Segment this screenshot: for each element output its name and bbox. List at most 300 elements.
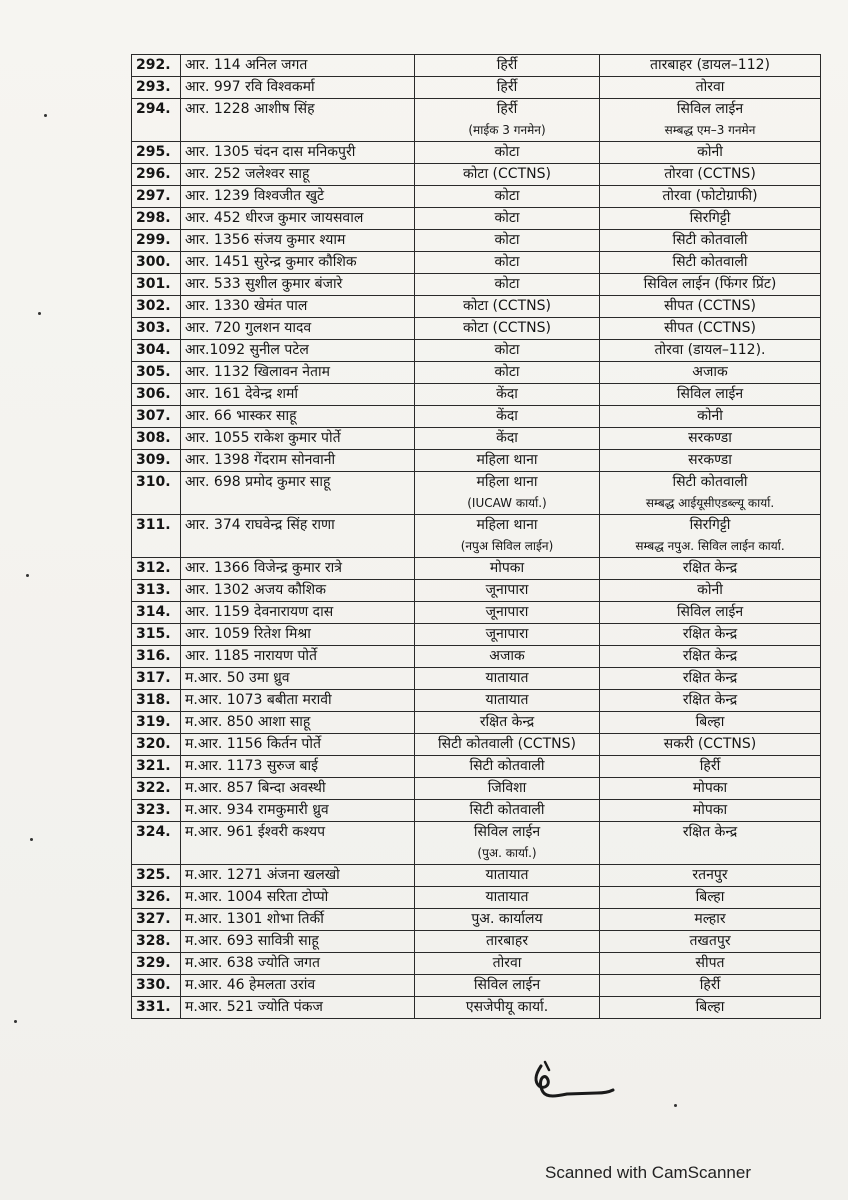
employee-name-cell-text: म.आर. 1073 बबीता मरावी bbox=[185, 692, 332, 708]
serial-number-cell bbox=[132, 931, 181, 953]
from-station-cell bbox=[415, 909, 600, 931]
serial-number-cell bbox=[132, 164, 181, 186]
serial-number-cell-text: 331. bbox=[136, 999, 171, 1015]
from-station-cell bbox=[415, 756, 600, 778]
serial-number-cell-text: 326. bbox=[136, 889, 171, 905]
serial-number-cell bbox=[132, 318, 181, 340]
to-station-cell bbox=[600, 99, 821, 142]
from-station-cell-subtext: (IUCAW कार्या.) bbox=[467, 496, 547, 510]
employee-name-cell bbox=[181, 384, 415, 406]
to-station-cell-text: सीपत bbox=[695, 955, 725, 971]
serial-number-cell-text: 308. bbox=[136, 430, 171, 446]
from-station-cell bbox=[415, 362, 600, 384]
table-row bbox=[132, 624, 821, 646]
to-station-cell bbox=[600, 734, 821, 756]
employee-name-cell-text: आर. 1451 सुरेन्द्र कुमार कौशिक bbox=[185, 254, 357, 270]
serial-number-cell bbox=[132, 186, 181, 208]
from-station-cell-text: अजाक bbox=[489, 648, 525, 664]
table-row bbox=[132, 734, 821, 756]
from-station-cell bbox=[415, 142, 600, 164]
table-row bbox=[132, 296, 821, 318]
employee-name-cell-text: आर. 1185 नारायण पोर्ते bbox=[185, 648, 318, 664]
from-station-cell-text: कोटा bbox=[494, 342, 520, 358]
serial-number-cell-text: 328. bbox=[136, 933, 171, 949]
from-station-cell-text: कोटा bbox=[494, 144, 520, 160]
employee-name-cell bbox=[181, 800, 415, 822]
employee-name-cell-text: आर. 66 भास्कर साहू bbox=[185, 408, 297, 424]
from-station-cell-text: सिविल लाईन bbox=[473, 977, 541, 993]
to-station-cell bbox=[600, 931, 821, 953]
signature-icon bbox=[527, 1060, 617, 1104]
employee-name-cell-text: आर.1092 सुनील पटेल bbox=[185, 342, 309, 358]
from-station-cell bbox=[415, 602, 600, 624]
to-station-cell-text: कोनी bbox=[697, 144, 723, 160]
from-station-cell-text: कोटा bbox=[494, 210, 520, 226]
employee-name-cell-text: आर. 374 राघवेन्द्र सिंह राणा bbox=[185, 517, 335, 533]
from-station-cell-subtext: (माईक 3 गनमेन) bbox=[468, 123, 546, 137]
to-station-cell-text: रक्षित केन्द्र bbox=[682, 692, 738, 708]
serial-number-cell bbox=[132, 975, 181, 997]
from-station-cell-text: सिविल लाईन bbox=[473, 824, 541, 840]
to-station-cell bbox=[600, 778, 821, 800]
employee-name-cell-text: आर. 1366 विजेन्द्र कुमार रात्रे bbox=[185, 560, 343, 576]
employee-name-cell bbox=[181, 274, 415, 296]
from-station-cell bbox=[415, 712, 600, 734]
to-station-cell-text: तोरवा (फोटोग्राफी) bbox=[662, 188, 758, 204]
table-row bbox=[132, 800, 821, 822]
table-row bbox=[132, 164, 821, 186]
serial-number-cell bbox=[132, 602, 181, 624]
to-station-cell-text: तोरवा (डायल–112). bbox=[654, 342, 766, 358]
to-station-cell-text: सीपत (CCTNS) bbox=[664, 298, 756, 314]
from-station-cell-text: कोटा bbox=[494, 276, 520, 292]
from-station-cell bbox=[415, 406, 600, 428]
from-station-cell bbox=[415, 822, 600, 865]
table-row bbox=[132, 646, 821, 668]
serial-number-cell bbox=[132, 690, 181, 712]
serial-number-cell bbox=[132, 800, 181, 822]
serial-number-cell-text: 311. bbox=[136, 517, 171, 533]
employee-name-cell bbox=[181, 515, 415, 558]
employee-name-cell bbox=[181, 668, 415, 690]
table-row bbox=[132, 406, 821, 428]
from-station-cell bbox=[415, 318, 600, 340]
from-station-cell bbox=[415, 208, 600, 230]
employee-name-cell-text: म.आर. 521 ज्योति पंकज bbox=[185, 999, 323, 1015]
from-station-cell-subtext: (पुअ. कार्या.) bbox=[477, 846, 537, 860]
from-station-cell bbox=[415, 186, 600, 208]
from-station-cell bbox=[415, 734, 600, 756]
table-row bbox=[132, 340, 821, 362]
from-station-cell bbox=[415, 384, 600, 406]
from-station-cell-text: तारबाहर bbox=[485, 933, 529, 949]
serial-number-cell-text: 293. bbox=[136, 79, 171, 95]
serial-number-cell-text: 312. bbox=[136, 560, 171, 576]
to-station-cell bbox=[600, 756, 821, 778]
from-station-cell-text: हिर्री bbox=[496, 101, 518, 117]
employee-name-cell bbox=[181, 822, 415, 865]
from-station-cell-text: यातायात bbox=[485, 692, 529, 708]
serial-number-cell bbox=[132, 580, 181, 602]
employee-name-cell bbox=[181, 406, 415, 428]
from-station-cell-text: पुअ. कार्यालय bbox=[471, 911, 543, 927]
serial-number-cell-text: 323. bbox=[136, 802, 171, 818]
table-row bbox=[132, 690, 821, 712]
employee-name-cell bbox=[181, 99, 415, 142]
to-station-cell-text: सरकण्डा bbox=[688, 430, 732, 446]
employee-name-cell-text: म.आर. 50 उमा ध्रुव bbox=[185, 670, 290, 686]
to-station-cell bbox=[600, 186, 821, 208]
serial-number-cell bbox=[132, 77, 181, 99]
employee-name-cell bbox=[181, 778, 415, 800]
employee-name-cell bbox=[181, 624, 415, 646]
from-station-cell-text: कोटा bbox=[494, 232, 520, 248]
employee-name-cell-text: आर. 1305 चंदन दास मनिकपुरी bbox=[185, 144, 356, 160]
employee-name-cell-text: म.आर. 961 ईश्वरी कश्यप bbox=[185, 824, 326, 840]
serial-number-cell bbox=[132, 142, 181, 164]
to-station-cell-text: रतनपुर bbox=[692, 867, 728, 883]
employee-name-cell bbox=[181, 208, 415, 230]
to-station-cell-text: अजाक bbox=[692, 364, 728, 380]
table-row bbox=[132, 668, 821, 690]
to-station-cell bbox=[600, 975, 821, 997]
to-station-cell bbox=[600, 296, 821, 318]
from-station-cell bbox=[415, 296, 600, 318]
serial-number-cell-text: 307. bbox=[136, 408, 171, 424]
to-station-cell bbox=[600, 953, 821, 975]
serial-number-cell bbox=[132, 472, 181, 515]
employee-name-cell-text: आर. 452 धीरज कुमार जायसवाल bbox=[185, 210, 364, 226]
employee-name-cell bbox=[181, 428, 415, 450]
to-station-cell bbox=[600, 208, 821, 230]
to-station-cell-text: सिविल लाईन bbox=[676, 101, 744, 117]
serial-number-cell-text: 319. bbox=[136, 714, 171, 730]
table-row bbox=[132, 778, 821, 800]
to-station-cell bbox=[600, 997, 821, 1019]
serial-number-cell bbox=[132, 515, 181, 558]
serial-number-cell bbox=[132, 865, 181, 887]
table-row bbox=[132, 99, 821, 142]
transfer-table bbox=[131, 54, 821, 1019]
to-station-cell-text: कोनी bbox=[697, 408, 723, 424]
from-station-cell-text: कोटा (CCTNS) bbox=[463, 298, 551, 314]
to-station-cell-text: मोपका bbox=[692, 802, 728, 818]
to-station-cell bbox=[600, 362, 821, 384]
from-station-cell bbox=[415, 975, 600, 997]
employee-name-cell-text: आर. 1059 रितेश मिश्रा bbox=[185, 626, 311, 642]
from-station-cell bbox=[415, 778, 600, 800]
table-row bbox=[132, 558, 821, 580]
serial-number-cell-text: 301. bbox=[136, 276, 171, 292]
serial-number-cell bbox=[132, 450, 181, 472]
to-station-cell-text: सीपत (CCTNS) bbox=[664, 320, 756, 336]
from-station-cell-text: सिटी कोतवाली bbox=[469, 758, 545, 774]
to-station-cell-text: कोनी bbox=[697, 582, 723, 598]
from-station-cell bbox=[415, 230, 600, 252]
employee-name-cell-text: आर. 1239 विश्वजीत खुटे bbox=[185, 188, 325, 204]
from-station-cell bbox=[415, 558, 600, 580]
from-station-cell-text: महिला थाना bbox=[476, 452, 538, 468]
serial-number-cell bbox=[132, 646, 181, 668]
to-station-cell-text: रक्षित केन्द्र bbox=[682, 670, 738, 686]
scan-speck bbox=[30, 838, 33, 841]
employee-name-cell bbox=[181, 602, 415, 624]
serial-number-cell bbox=[132, 252, 181, 274]
from-station-cell-text: केंदा bbox=[496, 408, 518, 424]
to-station-cell bbox=[600, 865, 821, 887]
employee-name-cell bbox=[181, 909, 415, 931]
table-row bbox=[132, 142, 821, 164]
serial-number-cell bbox=[132, 712, 181, 734]
serial-number-cell-text: 316. bbox=[136, 648, 171, 664]
employee-name-cell bbox=[181, 450, 415, 472]
from-station-cell bbox=[415, 953, 600, 975]
employee-name-cell bbox=[181, 164, 415, 186]
serial-number-cell-text: 295. bbox=[136, 144, 171, 160]
from-station-cell-text: कोटा bbox=[494, 364, 520, 380]
from-station-cell bbox=[415, 99, 600, 142]
serial-number-cell bbox=[132, 406, 181, 428]
serial-number-cell-text: 318. bbox=[136, 692, 171, 708]
from-station-cell-text: कोटा bbox=[494, 188, 520, 204]
to-station-cell bbox=[600, 909, 821, 931]
table-row bbox=[132, 450, 821, 472]
to-station-cell bbox=[600, 558, 821, 580]
from-station-cell-text: केंदा bbox=[496, 386, 518, 402]
employee-name-cell-text: आर. 1055 राकेश कुमार पोर्ते bbox=[185, 430, 341, 446]
to-station-cell-text: तोरवा bbox=[695, 79, 725, 95]
from-station-cell bbox=[415, 800, 600, 822]
table-row bbox=[132, 602, 821, 624]
from-station-cell bbox=[415, 252, 600, 274]
to-station-cell-text: तखतपुर bbox=[689, 933, 731, 949]
to-station-cell bbox=[600, 164, 821, 186]
scan-speck bbox=[26, 574, 29, 577]
employee-name-cell-text: आर. 1398 गेंदराम सोनवानी bbox=[185, 452, 336, 468]
to-station-cell-text: मल्हार bbox=[694, 911, 726, 927]
from-station-cell-text: कोटा (CCTNS) bbox=[463, 320, 551, 336]
employee-name-cell-text: म.आर. 1156 किर्तन पोर्ते bbox=[185, 736, 321, 752]
employee-name-cell bbox=[181, 734, 415, 756]
serial-number-cell bbox=[132, 384, 181, 406]
serial-number-cell bbox=[132, 362, 181, 384]
from-station-cell bbox=[415, 580, 600, 602]
table-row bbox=[132, 77, 821, 99]
serial-number-cell-text: 317. bbox=[136, 670, 171, 686]
from-station-cell bbox=[415, 428, 600, 450]
from-station-cell bbox=[415, 646, 600, 668]
serial-number-cell-text: 322. bbox=[136, 780, 171, 796]
to-station-cell bbox=[600, 712, 821, 734]
table-row bbox=[132, 318, 821, 340]
serial-number-cell bbox=[132, 624, 181, 646]
table-row bbox=[132, 55, 821, 77]
serial-number-cell bbox=[132, 274, 181, 296]
table-row bbox=[132, 975, 821, 997]
serial-number-cell-text: 302. bbox=[136, 298, 171, 314]
serial-number-cell-text: 292. bbox=[136, 57, 171, 73]
serial-number-cell-text: 314. bbox=[136, 604, 171, 620]
from-station-cell-text: केंदा bbox=[496, 430, 518, 446]
serial-number-cell-text: 309. bbox=[136, 452, 171, 468]
to-station-cell-text: रक्षित केन्द्र bbox=[682, 626, 738, 642]
to-station-cell-text: सिटी कोतवाली bbox=[672, 254, 748, 270]
to-station-cell-text: सिविल लाईन (फिंगर प्रिंट) bbox=[643, 276, 777, 292]
from-station-cell-text: हिर्री bbox=[496, 79, 518, 95]
to-station-cell-text: बिल्हा bbox=[695, 714, 725, 730]
serial-number-cell-text: 306. bbox=[136, 386, 171, 402]
employee-name-cell bbox=[181, 77, 415, 99]
from-station-cell-text: सिटी कोतवाली (CCTNS) bbox=[438, 736, 576, 752]
table-row bbox=[132, 887, 821, 909]
employee-name-cell-text: म.आर. 850 आशा साहू bbox=[185, 714, 311, 730]
employee-name-cell bbox=[181, 296, 415, 318]
employee-name-cell-text: म.आर. 934 रामकुमारी ध्रुव bbox=[185, 802, 329, 818]
employee-name-cell bbox=[181, 558, 415, 580]
serial-number-cell-text: 324. bbox=[136, 824, 171, 840]
to-station-cell-text: मोपका bbox=[692, 780, 728, 796]
employee-name-cell-text: आर. 161 देवेन्द्र शर्मा bbox=[185, 386, 299, 402]
employee-name-cell-text: आर. 114 अनिल जगत bbox=[185, 57, 308, 73]
from-station-cell bbox=[415, 624, 600, 646]
to-station-cell-text: बिल्हा bbox=[695, 889, 725, 905]
serial-number-cell bbox=[132, 558, 181, 580]
from-station-cell bbox=[415, 865, 600, 887]
employee-name-cell bbox=[181, 362, 415, 384]
to-station-cell bbox=[600, 624, 821, 646]
employee-name-cell bbox=[181, 55, 415, 77]
serial-number-cell-text: 294. bbox=[136, 101, 171, 117]
to-station-cell-text: बिल्हा bbox=[695, 999, 725, 1015]
serial-number-cell bbox=[132, 99, 181, 142]
employee-name-cell-text: म.आर. 1173 सुरुज बाई bbox=[185, 758, 319, 774]
employee-name-cell-text: आर. 1132 खिलावन नेताम bbox=[185, 364, 330, 380]
employee-name-cell bbox=[181, 252, 415, 274]
to-station-cell-text: सिविल लाईन bbox=[676, 604, 744, 620]
from-station-cell bbox=[415, 690, 600, 712]
to-station-cell bbox=[600, 142, 821, 164]
to-station-cell bbox=[600, 77, 821, 99]
serial-number-cell bbox=[132, 340, 181, 362]
to-station-cell bbox=[600, 450, 821, 472]
to-station-cell-text: सिरगिट्टी bbox=[689, 517, 731, 533]
table-row bbox=[132, 428, 821, 450]
employee-name-cell-text: म.आर. 1301 शोभा तिर्की bbox=[185, 911, 324, 927]
table-row bbox=[132, 580, 821, 602]
from-station-cell-text: जिविशा bbox=[487, 780, 527, 796]
employee-name-cell bbox=[181, 318, 415, 340]
to-station-cell bbox=[600, 384, 821, 406]
to-station-cell bbox=[600, 472, 821, 515]
to-station-cell-text: सिटी कोतवाली bbox=[672, 232, 748, 248]
to-station-cell-text: रक्षित केन्द्र bbox=[682, 560, 738, 576]
table-row bbox=[132, 997, 821, 1019]
employee-name-cell-text: आर. 533 सुशील कुमार बंजारे bbox=[185, 276, 343, 292]
to-station-cell bbox=[600, 274, 821, 296]
serial-number-cell bbox=[132, 668, 181, 690]
scan-speck bbox=[38, 312, 41, 315]
serial-number-cell bbox=[132, 208, 181, 230]
serial-number-cell-text: 297. bbox=[136, 188, 171, 204]
from-station-cell bbox=[415, 997, 600, 1019]
to-station-cell bbox=[600, 406, 821, 428]
table-row bbox=[132, 909, 821, 931]
from-station-cell-text: कोटा (CCTNS) bbox=[463, 166, 551, 182]
to-station-cell-text: सिविल लाईन bbox=[676, 386, 744, 402]
employee-name-cell bbox=[181, 340, 415, 362]
to-station-cell-text: सिटी कोतवाली bbox=[672, 474, 748, 490]
to-station-cell bbox=[600, 252, 821, 274]
serial-number-cell-text: 303. bbox=[136, 320, 171, 336]
employee-name-cell bbox=[181, 472, 415, 515]
employee-name-cell bbox=[181, 953, 415, 975]
employee-name-cell bbox=[181, 865, 415, 887]
serial-number-cell-text: 315. bbox=[136, 626, 171, 642]
serial-number-cell bbox=[132, 909, 181, 931]
serial-number-cell bbox=[132, 887, 181, 909]
serial-number-cell bbox=[132, 230, 181, 252]
employee-name-cell-text: आर. 1159 देवनारायण दास bbox=[185, 604, 334, 620]
to-station-cell-subtext: सम्बद्ध एम–3 गनमेन bbox=[664, 123, 756, 137]
employee-name-cell bbox=[181, 580, 415, 602]
employee-name-cell-text: आर. 1228 आशीष सिंह bbox=[185, 101, 315, 117]
from-station-cell-text: तोरवा bbox=[492, 955, 522, 971]
serial-number-cell bbox=[132, 428, 181, 450]
to-station-cell-text: हिर्री bbox=[699, 977, 721, 993]
to-station-cell bbox=[600, 580, 821, 602]
serial-number-cell-text: 330. bbox=[136, 977, 171, 993]
from-station-cell-text: कोटा bbox=[494, 254, 520, 270]
serial-number-cell-text: 313. bbox=[136, 582, 171, 598]
from-station-cell bbox=[415, 887, 600, 909]
employee-name-cell-text: म.आर. 638 ज्योति जगत bbox=[185, 955, 320, 971]
from-station-cell bbox=[415, 515, 600, 558]
to-station-cell bbox=[600, 602, 821, 624]
employee-name-cell bbox=[181, 142, 415, 164]
from-station-cell-text: यातायात bbox=[485, 670, 529, 686]
scan-speck bbox=[14, 1020, 17, 1023]
to-station-cell-subtext: सम्बद्ध आईयूसीएडब्ल्यू कार्या. bbox=[645, 496, 775, 510]
employee-name-cell bbox=[181, 887, 415, 909]
to-station-cell-text: सिरगिट्टी bbox=[689, 210, 731, 226]
table-row bbox=[132, 953, 821, 975]
table-row bbox=[132, 865, 821, 887]
scan-speck bbox=[674, 1104, 677, 1107]
employee-name-cell bbox=[181, 712, 415, 734]
from-station-cell-text: सिटी कोतवाली bbox=[469, 802, 545, 818]
serial-number-cell-text: 320. bbox=[136, 736, 171, 752]
from-station-cell bbox=[415, 77, 600, 99]
table-row bbox=[132, 186, 821, 208]
table-row bbox=[132, 472, 821, 515]
table-row bbox=[132, 931, 821, 953]
to-station-cell bbox=[600, 340, 821, 362]
employee-name-cell-text: आर. 252 जलेश्वर साहू bbox=[185, 166, 310, 182]
from-station-cell bbox=[415, 274, 600, 296]
employee-name-cell-text: म.आर. 1004 सरिता टोप्पो bbox=[185, 889, 329, 905]
from-station-cell-text: यातायात bbox=[485, 867, 529, 883]
to-station-cell bbox=[600, 230, 821, 252]
to-station-cell-text: रक्षित केन्द्र bbox=[682, 824, 738, 840]
to-station-cell bbox=[600, 800, 821, 822]
serial-number-cell bbox=[132, 55, 181, 77]
table-row bbox=[132, 208, 821, 230]
employee-name-cell bbox=[181, 975, 415, 997]
serial-number-cell bbox=[132, 778, 181, 800]
from-station-cell-text: मोपका bbox=[489, 560, 525, 576]
employee-name-cell bbox=[181, 690, 415, 712]
scanner-watermark: Scanned with CamScanner bbox=[545, 1163, 752, 1182]
